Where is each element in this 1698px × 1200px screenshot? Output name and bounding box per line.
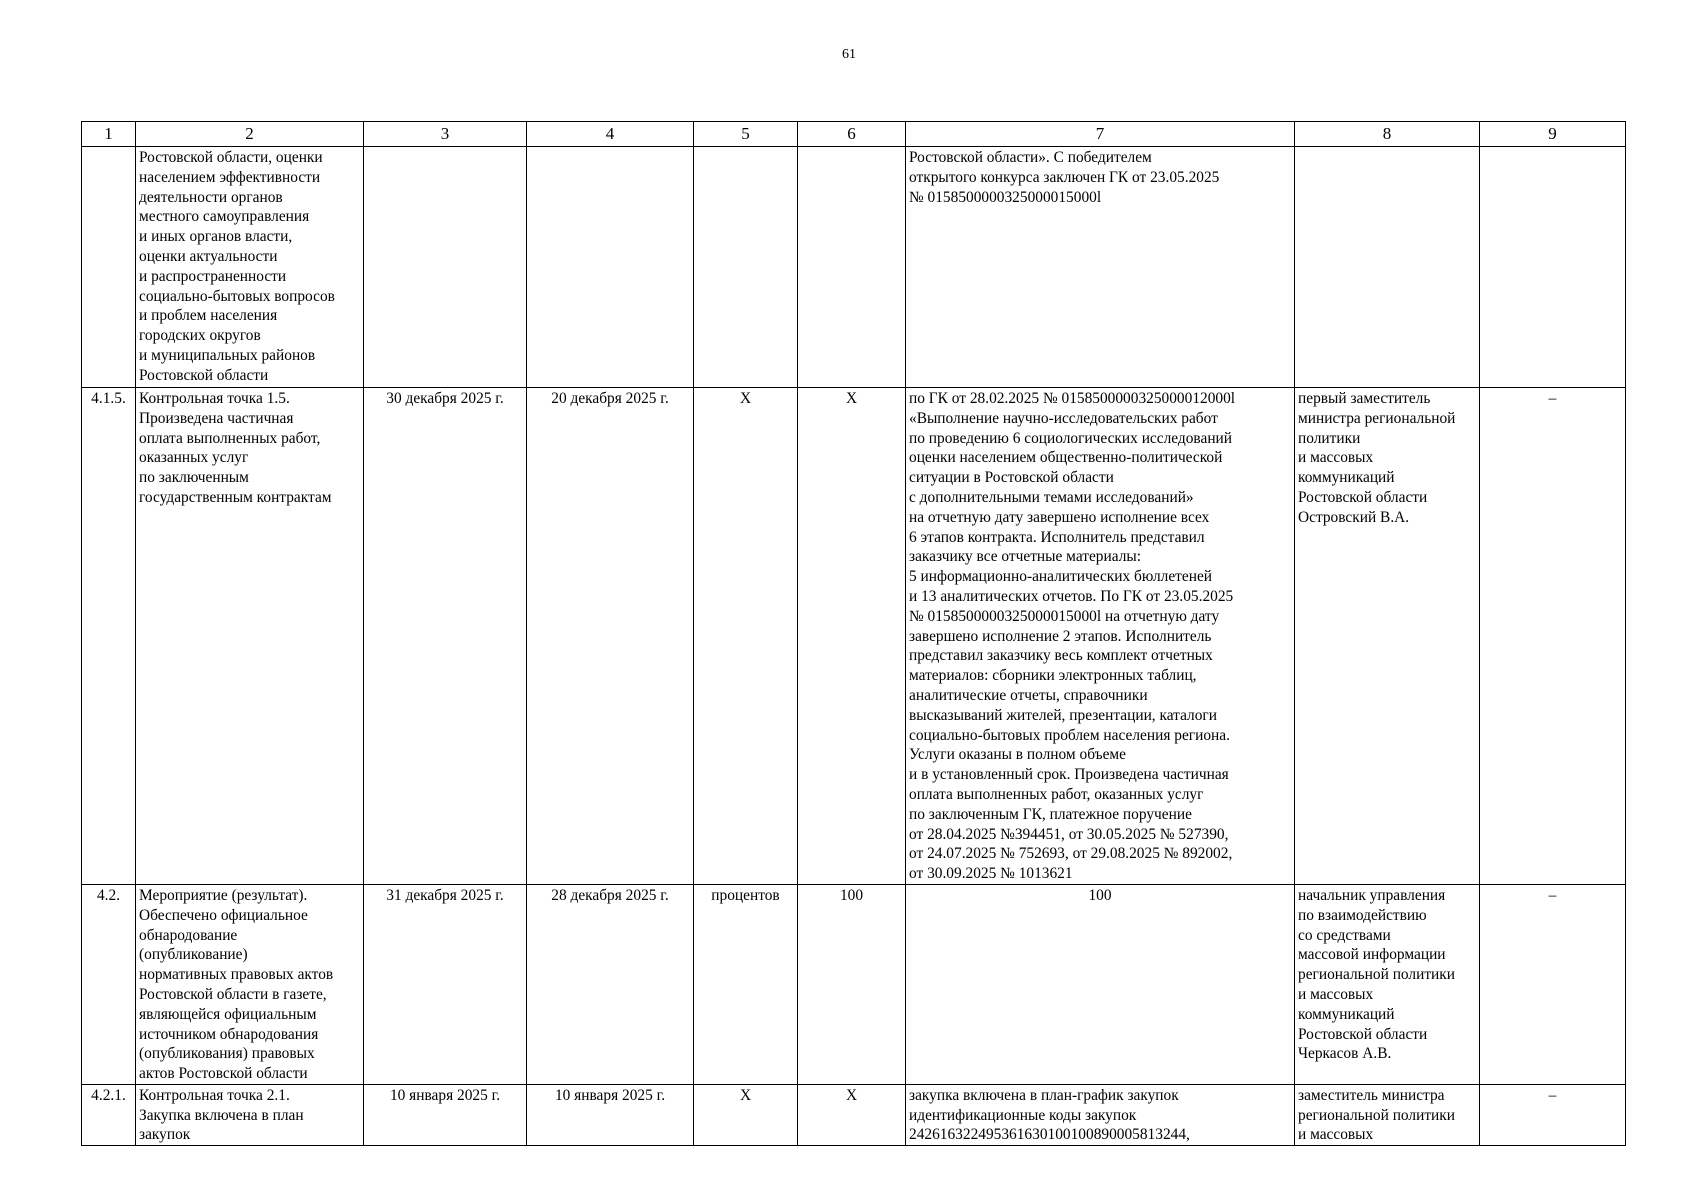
cell-actual-date: 10 января 2025 г. <box>527 1084 694 1145</box>
cell-plan-value <box>798 147 906 388</box>
cell-note: – <box>1480 388 1626 885</box>
header-col-5: 5 <box>694 122 798 147</box>
page-number: 61 <box>842 47 856 62</box>
cell-result: 100 <box>906 884 1295 1084</box>
cell-plan-value: Х <box>798 1084 906 1145</box>
cell-plan-value: 100 <box>798 884 906 1084</box>
table-row <box>82 884 1626 1084</box>
cell-planned-date: 31 декабря 2025 г. <box>364 884 527 1084</box>
cell-name: Контрольная точка 1.5. Произведена частичная оплата выполненных работ, оказанных услуг по заключенным государственным контрактам <box>136 388 364 885</box>
cell-responsible: заместитель министра региональной политики и массовых <box>1295 1084 1480 1145</box>
cell-num <box>82 147 136 388</box>
cell-plan-value: Х <box>798 388 906 885</box>
header-col-4: 4 <box>527 122 694 147</box>
cell-name: Контрольная точка 2.1. Закупка включена в план закупок <box>136 1084 364 1145</box>
cell-unit <box>694 147 798 388</box>
cell-responsible: начальник управления по взаимодействию со средствами массовой информации региональной политики и массовых коммуникаций Ростовской области Черкасов А.В. <box>1295 884 1480 1084</box>
header-col-2: 2 <box>136 122 364 147</box>
cell-num: 4.2. <box>82 884 136 1084</box>
cell-num: 4.1.5. <box>82 388 136 885</box>
header-col-9: 9 <box>1480 122 1626 147</box>
cell-name: Мероприятие (результат). Обеспечено официальное обнародование (опубликование) нормативных правовых актов Ростовской области в газете, являющейся официальным источником обнародования (опубликования) правовых актов Ростовской области <box>136 884 364 1084</box>
cell-result: Ростовской области». С победителем открытого конкурса заключен ГК от 23.05.2025 № 0158500000325000015000l <box>906 147 1295 388</box>
report-table <box>81 121 1626 1146</box>
cell-unit: Х <box>694 1084 798 1145</box>
header-col-6: 6 <box>798 122 906 147</box>
cell-result: по ГК от 28.02.2025 № 0158500000325000012000l «Выполнение научно-исследовательских работ по проведению 6 социологических исследований оценки населением общественно-политической ситуации в Ростовской области с дополнительными темами исследований» на отчетную дату завершено исполнение всех 6 этапов контракта. Исполнитель представил заказчику все отчетные материалы: 5 информационно-аналитических бюллетеней и 13 аналитических отчетов. По ГК от 23.05.2025 № 0158500000325000015000l на отчетную дату завершено исполнение 2 этапов. Исполнитель представил заказчику весь комплект отчетных материалов: сборники электронных таблиц, аналитические отчеты, справочники высказываний жителей, презентации, каталоги социально-бытовых проблем населения региона. Услуги оказаны в полном объеме и в установленный срок. Произведена частичная оплата выполненных работ, оказанных услуг по заключенным ГК, платежное поручение от 28.04.2025 №394451, от 30.05.2025 № 527390, от 24.07.2025 № 752693, от 29.08.2025 № 892002, от 30.09.2025 № 1013621 <box>906 388 1295 885</box>
header-col-7: 7 <box>906 122 1295 147</box>
cell-note: – <box>1480 1084 1626 1145</box>
table-row <box>82 1084 1626 1145</box>
cell-result: закупка включена в план-график закупок идентификационные коды закупок 242616322495361630100100890005813244, <box>906 1084 1295 1145</box>
cell-responsible: первый заместитель министра региональной политики и массовых коммуникаций Ростовской области Островский В.А. <box>1295 388 1480 885</box>
cell-note: – <box>1480 884 1626 1084</box>
cell-num: 4.2.1. <box>82 1084 136 1145</box>
cell-actual-date <box>527 147 694 388</box>
header-col-1: 1 <box>82 122 136 147</box>
cell-actual-date: 20 декабря 2025 г. <box>527 388 694 885</box>
cell-name: Ростовской области, оценки населением эффективности деятельности органов местного самоуправления и иных органов власти, оценки актуальности и распространенности социально-бытовых вопросов и проблем населения городских округов и муниципальных районов Ростовской области <box>136 147 364 388</box>
cell-planned-date: 10 января 2025 г. <box>364 1084 527 1145</box>
table-row <box>82 147 1626 388</box>
cell-unit: Х <box>694 388 798 885</box>
header-col-3: 3 <box>364 122 527 147</box>
cell-unit: процентов <box>694 884 798 1084</box>
table-row <box>82 388 1626 885</box>
header-row <box>82 122 1626 147</box>
cell-planned-date <box>364 147 527 388</box>
cell-note <box>1480 147 1626 388</box>
cell-planned-date: 30 декабря 2025 г. <box>364 388 527 885</box>
cell-actual-date: 28 декабря 2025 г. <box>527 884 694 1084</box>
cell-responsible <box>1295 147 1480 388</box>
header-col-8: 8 <box>1295 122 1480 147</box>
